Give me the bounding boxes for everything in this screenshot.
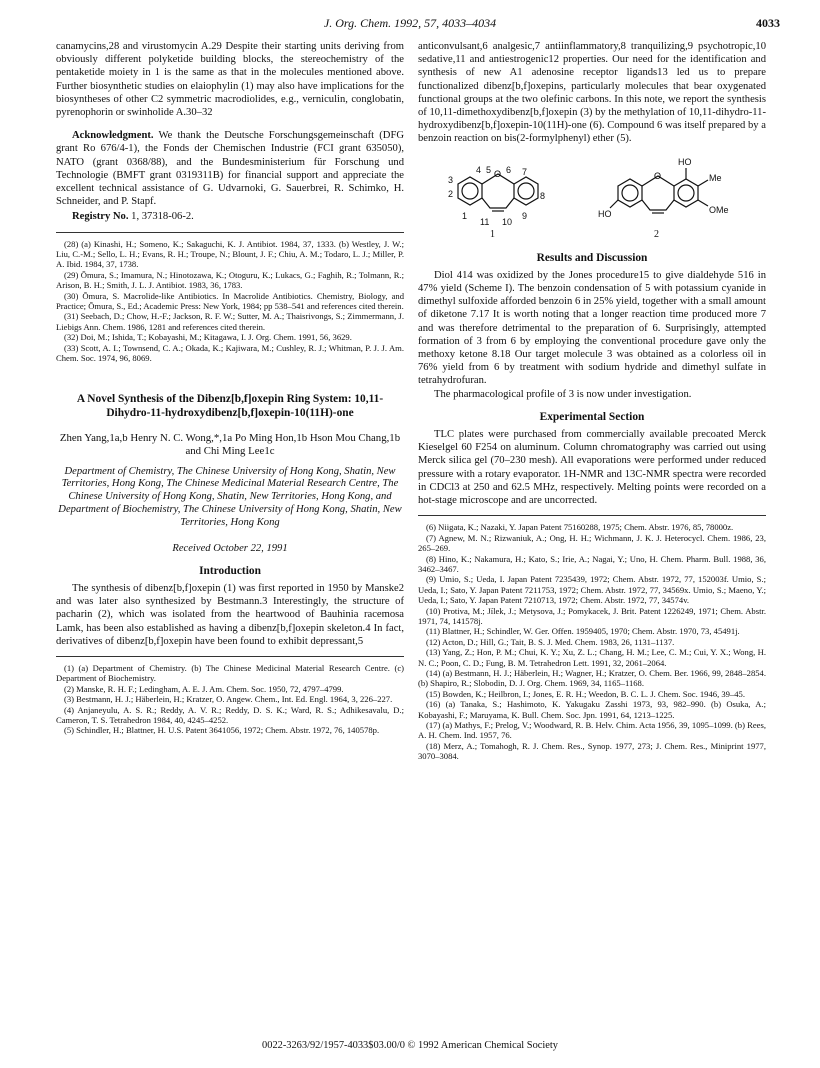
- experimental-text: TLC plates were purchased from commercially available precoated Merck Kieselgel 60 F254 on aluminum. Column chromatography was carried out using Merck silica gel (70–230 mesh). All evaporations were performed under reduced pressure with a rotary evaporator. 1H-NMR and 13C-NMR spectra were recorded in CDCl3 at 250 and 62.5 MHz, respectively. Melting points were recorded on a hot-stage microscope and are uncorrected.: [418, 429, 766, 507]
- acknowledgment-heading: Acknowledgment.: [72, 130, 154, 142]
- aromatic-circle-left-2: [622, 185, 638, 201]
- reference-item: (31) Seebach, D.; Chow, H.-F.; Jackson, R. F. W.; Sutter, M. A.; Thaisrivongs, S.; Zimmermann, J. Liebigs Ann. Chem. 1986, 1281 and references cited therein.: [56, 311, 404, 332]
- reference-item: (2) Manske, R. H. F.; Ledingham, A. E. J. Am. Chem. Soc. 1950, 72, 4797–4799.: [64, 683, 344, 694]
- bond-me: [698, 180, 708, 186]
- results-text: Diol 414 was oxidized by the Jones procedure15 to give dialdehyde 516 in 47% yield (Scheme I). The benzoin condensation of 5 with potassium cyanide in dimethyl sulfoxide afforded benzoin 6 in 25% yield, together with a small amount of diketone 7.17 It is worth noting that a longer reaction time produced more 7 and was therefore detrimental to the preparation of 6. Surprisingly, attempted formation of 3 from 6 by employing the conventional procedure gave only the methoxy ketone 8.18 Our target molecule 3 was obtained as a colorless oil in 76% yield from 6 by treatment with sodium hydride and dimethyl sulfate in tetrahydrofuran.: [418, 269, 766, 387]
- reference-item: (33) Scott, A. I.; Townsend, C. A.; Okada, K.; Kajiwara, M.; Cushley, R. J.; Whitman, P. J. J. Am. Chem. Soc. 1974, 96, 8069.: [56, 342, 404, 364]
- position-label: 10: [502, 216, 513, 227]
- footnote-rule: [418, 515, 766, 516]
- position-label: 11: [480, 216, 490, 227]
- oxygen-atom-1: O: [494, 168, 502, 179]
- reference-item: (12) Acton, D.; Hill, G.; Tait, B. S. J. Med. Chem. 1983, 26, 1131–1137.: [426, 636, 675, 647]
- reference-item: (30) Ōmura, S. Macrolide-like Antibiotics. In Macrolide Antibiotics. Chemistry, Biology, and Practice; Ōmura, S., Ed.; Academic Press: New York, 1984; pp 538–541 and references cited therein.: [56, 290, 404, 312]
- reference-item: (15) Bowden, K.; Heilbron, I.; Jones, E. R. H.; Weedon, B. C. L. J. Chem. Soc. 1946, 39–45.: [426, 688, 746, 699]
- position-label: 1: [462, 210, 468, 221]
- reference-item: (5) Schindler, H.; Blattner, H. U.S. Patent 3641056, 1972; Chem. Abstr. 1972, 76, 140578p.: [64, 725, 380, 736]
- position-label: 6: [506, 164, 512, 175]
- substituent-label: OMe: [709, 204, 729, 215]
- references-block-1: [56, 239, 404, 364]
- reference-item: (17) (a) Mathys, F.; Prelog, V.; Woodward, R. B. Helv. Chim. Acta 1956, 39, 1095–1099. (b) Rees, A. H. Chem. Ind. 1957, 76.: [418, 720, 766, 741]
- reference-item: (9) Umio, S.; Ueda, I. Japan Patent 7235439, 1972; Chem. Abstr. 1972, 77, 152003f. Umio, S.; Ueda, I.; Sato, Y. Japan Patent 7211753, 1972; Chem. Abstr. 1972, 77, 34569x. Umio, S.; Maeno, Y.; Ueda, I.; Sato, Y. Japan Patent 7210713, 1972; Chem. Abstr. 1972, 77, 34574v.: [418, 574, 766, 606]
- references-block-2: [56, 663, 404, 736]
- aromatic-circle-right: [518, 183, 534, 199]
- experimental-heading: Experimental Section: [539, 410, 645, 423]
- reference-item: (29) Ōmura, S.; Imamura, N.; Hinotozawa, K.; Otoguru, K.; Lukacs, G.; Faghih, R.; Tolmann, R.; Arison, B. H.; Smith, J. L. J. Antibiot. 1983, 36, 1783.: [56, 269, 404, 291]
- results-heading: Results and Discussion: [536, 251, 648, 264]
- reference-item: (13) Yang, Z.; Hon, P. M.; Chui, K. Y.; Xu, Z. L.; Chang, H. M.; Lee, C. M.; Cui, Y. X.; Wong, H. N. C.; Poon, C. D.; Fung, B. M. Tetrahedron Lett. 1991, 32, 2061–2064.: [418, 647, 766, 668]
- position-label: 4: [476, 164, 482, 175]
- olefin-bridge: [482, 198, 514, 208]
- registry-heading: Registry No.: [72, 211, 129, 223]
- page-footer: 0022-3263/92/1957-4033$03.00/0 © 1992 American Chemical Society: [262, 1040, 558, 1051]
- reference-item: (11) Blattner, H.; Schindler, W. Ger. Offen. 1959405, 1970; Chem. Abstr. 1970, 73, 45491j.: [426, 626, 740, 637]
- reference-item: (3) Bestmann, H. J.; Häberlein, H.; Kratzer, O. Angew. Chem., Int. Ed. Engl. 1964, 3, 226–227.: [64, 694, 393, 705]
- reference-item: (18) Merz, A.; Tomahogh, R. J. Chem. Res., Synop. 1977, 273; J. Chem. Res., Miniprint 1977, 3070–3084.: [418, 740, 766, 762]
- compound-number-2: 2: [654, 228, 659, 240]
- reference-item: (10) Protiva, M.; Jílek, J.; Metysova, J.; Pomykacek, J. Brit. Patent 1226249, 1971; Chem. Abstr. 1971, 74, 141578j.: [418, 605, 766, 626]
- reference-item: (1) (a) Department of Chemistry. (b) The Chinese Medicinal Material Research Centre. (c) Department of Biochemistry.: [56, 662, 404, 684]
- footnote-rule: [56, 656, 404, 657]
- olefin-bridge-2: [642, 200, 674, 210]
- position-label: 3: [448, 174, 454, 185]
- reference-item: (8) Hino, K.; Nakamura, H.; Kato, S.; Irie, A.; Nagai, Y.; Uno, H. Chem. Pharm. Bull. 1988, 36, 3462–3467.: [418, 553, 766, 574]
- right-column: [418, 40, 766, 762]
- left-column: [56, 40, 404, 736]
- registry-text: 1, 37318-06-2.: [128, 211, 194, 223]
- reference-item: (4) Anjaneyulu, A. S. R.; Reddy, A. V. R.; Reddy, D. S. K.; Ward, R. S.; Adhikesavalu, D.; Cameron, T. S. Tetrahedron 1984, 40, 4245–4252.: [56, 704, 404, 725]
- introduction-heading: Introduction: [199, 564, 261, 577]
- aromatic-circle-left: [462, 183, 478, 199]
- structure-drawing: [418, 152, 766, 242]
- continuation-paragraph: anticonvulsant,6 analgesic,7 antiinflammatory,8 tranquilizing,9 psychotropic,10 sedative,11 and antiestrogenic12 properties. Our need for the identification and synthesis of new A1 adenosine receptor ligands13 led us to prepare functionalized dibenz[b,f]oxepins, particularly molecules that bear oxygenated functional groups at the two olefinic carbons. In this note, we report the synthesis of 10,11-dimethoxydibenz[b,f]oxepin (3) by the methylation of 10,11-dihydro-11-hydroxydibenz[b,f]oxepin-10(11H)-one (6). Compound 6 was itself prepared by a benzoin reaction on bis(2-formylphenyl) ether (5).: [418, 41, 766, 145]
- received-date: Received October 22, 1991: [172, 542, 288, 554]
- bond-ome: [698, 200, 708, 206]
- substituent-label: HO: [598, 208, 612, 219]
- reference-item: (7) Agnew, M. N.; Rizwaniuk, A.; Ong, H. H.; Wichmann, J. K. J. Heterocycl. Chem. 1986, 23, 265–269.: [418, 532, 766, 554]
- continuation-paragraph: canamycins,28 and virustomycin A.29 Despite their starting units deriving from obviously different polyketide building blocks, the stereochemistry of the pentaketide moiety in 1 is the same as that in the molecules mentioned above. Further biosynthetic studies on elaiophylin (1) may also have implications for the biosyntheses of other C2 symmetric macrodiolides, e.g., verniculin, conglobatin, pyrenophorin or swinholide A.30–32: [56, 41, 404, 119]
- footnote-rule: [56, 232, 404, 233]
- reference-item: (32) Doi, M.; Ishida, T.; Kobayashi, M.; Kitagawa, I. J. Org. Chem. 1991, 56, 3629.: [64, 332, 352, 343]
- oxygen-atom-2: O: [654, 170, 662, 181]
- position-label: 9: [522, 210, 528, 221]
- reference-item: (16) (a) Tanaka, S.; Hashimoto, K. Yakugaku Zasshi 1973, 93, 982–990. (b) Osuka, A.; Kobayashi, F.; Maruyama, K. Bull. Chem. Soc. Jpn. 1991, 64, 1213–1225.: [418, 699, 766, 720]
- page-header: [40, 16, 780, 34]
- article-title: A Novel Synthesis of the Dibenz[b,f]oxepin Ring System: 10,11-Dihydro-11-hydroxydibenz[b,f]oxepin-10(11H)-one: [76, 392, 384, 419]
- journal-citation: J. Org. Chem. 1992, 57, 4033–4034: [323, 16, 497, 30]
- reference-item: (6) Niigata, K.; Nazaki, Y. Japan Patent 75160288, 1975; Chem. Abstr. 1976, 85, 78000z.: [426, 522, 734, 533]
- reference-item: (28) (a) Kinashi, H.; Someno, K.; Sakaguchi, K. J. Antibiot. 1984, 37, 1333. (b) Westley, J. W.; Liu, C.-M.; Sello, L. H.; Evans, R. H.; Troupe, N.; Blount, J. F.; Chiu, A. M.; Todaro, L. J.; Miller, P. A. Ibid. 1984, 37, 1738.: [56, 238, 404, 270]
- introduction-text: The synthesis of dibenz[b,f]oxepin (1) was first reported in 1950 by Manske2 and was later also synthesized by Bestmann.3 Interestingly, the structure of pacharin (2), which was isolated from the heartwood of Bauhinia racemosa Lamk, has been also established as having a dibenz[b,f]oxepin skeleton.4 In fact, derivatives of dibenz[b,f]oxepin have been found to exhibit depressant,5: [56, 582, 404, 647]
- compound-number-1: 1: [490, 228, 495, 240]
- acknowledgment: [56, 129, 404, 208]
- reference-item: (14) (a) Bestmann, H. J.; Häberlein, H.; Wagner, H.; Kratzer, O. Chem. Ber. 1966, 99, 2848–2854. (b) Shapiro, R.; Slobodin, D. J. Org. Chem. 1969, 34, 1165–1168.: [418, 667, 766, 689]
- position-label: 5: [486, 164, 492, 175]
- registry-numbers: [56, 210, 404, 223]
- substituent-label: HO: [678, 156, 692, 167]
- bond-ho-bottom: [610, 200, 618, 208]
- substituent-label: Me: [709, 172, 722, 183]
- position-label: 8: [540, 190, 546, 201]
- acknowledgment-text: We thank the Deutsche Forschungsgemeinschaft (DFG grant Ro 676/4-1), the Fonds der Chemischen Industrie (FCI grant 635050), NATO (grant 0368/88), and the Bundesministerium für Forschung und Technologie (BMFT grant 0319311B) for financial support and appreciate the excellent technical assistance of G. Udvarnoki, G. Sauerbrei, R. Schimko, H. Schneider, and P. Stapf.: [56, 130, 404, 208]
- page-number: 4033: [756, 16, 780, 30]
- author-affiliation: Department of Chemistry, The Chinese University of Hong Kong, Shatin, New Territories, Hong Kong, The Chinese Medicinal Material Research Centre, The Chinese University of Hong Kong, Shatin, New Territories, Hong Kong, and Department of Biochemistry, The Chinese University of Hong Kong, Shatin, New Territories, Hong Kong: [58, 465, 402, 528]
- position-label: 7: [522, 166, 528, 177]
- article-authors: Zhen Yang,1a,b Henry N. C. Wong,*,1a Po Ming Hon,1b Hson Mou Chang,1b and Chi Ming Lee1c: [59, 431, 401, 457]
- results-text-2: The pharmacological profile of 3 is now under investigation.: [434, 388, 692, 400]
- chemical-structures: [418, 152, 766, 242]
- references-block-3: [418, 522, 766, 761]
- position-label: 2: [448, 188, 454, 199]
- aromatic-circle-right-2: [678, 185, 694, 201]
